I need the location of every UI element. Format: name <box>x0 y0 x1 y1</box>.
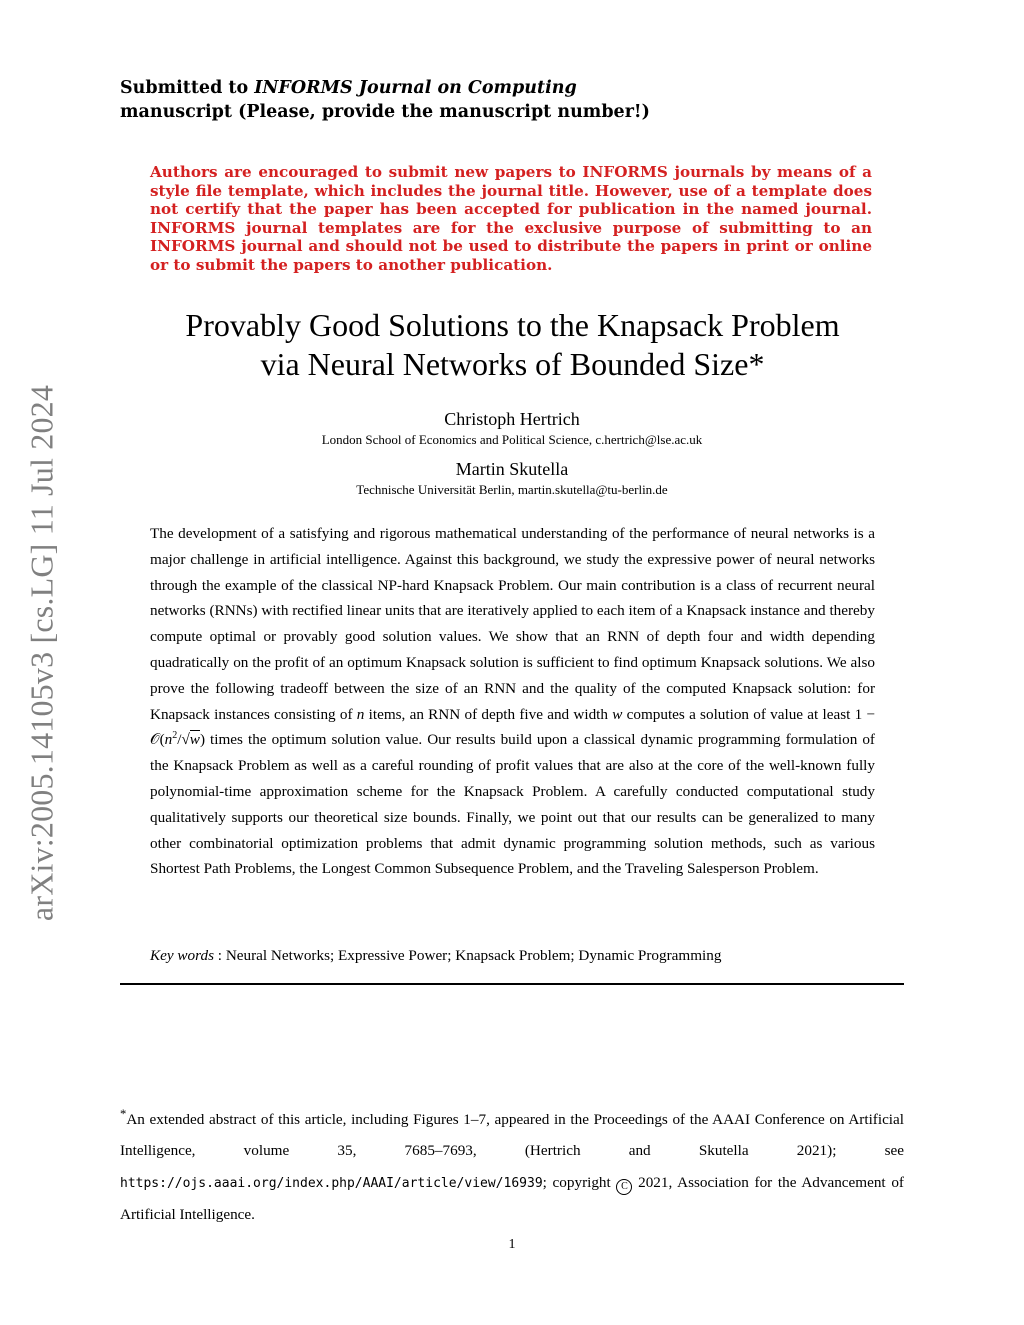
author-name: Martin Skutella <box>455 459 569 479</box>
paper-title <box>110 306 915 384</box>
author-block-1 <box>120 408 904 448</box>
footnote-marker: * <box>120 1107 127 1121</box>
journal-name: INFORMS Journal on Computing <box>254 78 577 98</box>
template-notice: Authors are encouraged to submit new papers to INFORMS journals by means of a style file template, which includes the journal title. However, use of a template does not certify that the paper has been accepted for publication in the named journal. INFORMS journal templates are for the exclusive purpose of submitting to an INFORMS journal and should not be used to distribute the papers in print or online or to submit the papers to another publication. <box>150 163 872 274</box>
copyright-icon: C <box>616 1179 632 1195</box>
title-line-1: Provably Good Solutions to the Knapsack Problem <box>185 307 840 343</box>
keywords: Key words : Neural Networks; Expressive Power; Knapsack Problem; Dynamic Programming <box>150 947 722 964</box>
title-line-2: via Neural Networks of Bounded Size* <box>260 346 765 382</box>
arxiv-id: arXiv:2005.14105v3 [cs.LG] 11 Jul 2024 <box>23 384 60 921</box>
footnote: *An extended abstract of this article, including Figures 1–7, appeared in the Proceedings of the AAAI Conference on Artificial Intelligence, volume 35, 7685–7693, (Hertrich and Skutella 2021); see https://ojs.aaai.org/index.php/AAAI/article/view/16939; copyright C 2021, Association for the Advancement of Artificial Intelligence. <box>120 1107 904 1224</box>
math-var-n: n <box>356 705 365 723</box>
section-divider <box>120 983 904 985</box>
page-number: 1 <box>508 1237 516 1252</box>
manuscript-line: manuscript (Please, provide the manuscript number!) <box>120 102 650 122</box>
arxiv-sidebar-stamp <box>12 365 72 940</box>
math-var-w: w <box>612 705 623 723</box>
keywords-label: Key words <box>150 947 214 964</box>
author-block-2 <box>120 458 904 498</box>
journal-header <box>120 76 910 124</box>
keywords-text: Neural Networks; Expressive Power; Knapsack Problem; Dynamic Programming <box>225 947 722 964</box>
author-name: Christoph Hertrich <box>444 409 580 429</box>
submitted-line: Submitted to INFORMS Journal on Computing <box>120 78 577 98</box>
approximation-formula: $1 - 𝒪(n^2/√w)$ <box>150 705 875 749</box>
footnote-url-link[interactable]: https://ojs.aaai.org/index.php/AAAI/article/view/16939 <box>120 1175 543 1191</box>
author-affiliation: Technische Universität Berlin, martin.skutella@tu-berlin.de <box>356 482 668 497</box>
author-affiliation: London School of Economics and Political Science, c.hertrich@lse.ac.uk <box>321 432 703 447</box>
abstract: The development of a satisfying and rigorous mathematical understanding of the performance of neural networks is a major challenge in artificial intelligence. Against this background, we study the expressive power of neural networks through the example of the classical NP-hard Knapsack Problem. Our main contribution is a class of recurrent neural networks (RNNs) with rectified linear units that are iteratively applied to each item of a Knapsack instance and thereby compute optimal or provably good solution values. We show that an RNN of depth four and width depending quadratically on the profit of an optimum Knapsack solution is sufficient to find optimum Knapsack solutions. We also prove the following tradeoff between the size of an RNN and the quality of the computed Knapsack solution: for Knapsack instances consisting of n items, an RNN of depth five and width w computes a solution of value at least $1 - 𝒪(n^2/√w)$ times the optimum solution value. Our results build upon a classical dynamic programming formulation of the Knapsack Problem as well as a careful rounding of profit values that are also at the core of the well-known fully polynomial-time approximation scheme for the Knapsack Problem. A carefully conducted computational study qualitatively supports our theoretical size bounds. Finally, we point out that our results can be generalized to many other combinatorial optimization problems that admit dynamic programming solution methods, such as various Shortest Path Problems, the Longest Common Subsequence Problem, and the Traveling Salesperson Problem. <box>150 525 875 878</box>
